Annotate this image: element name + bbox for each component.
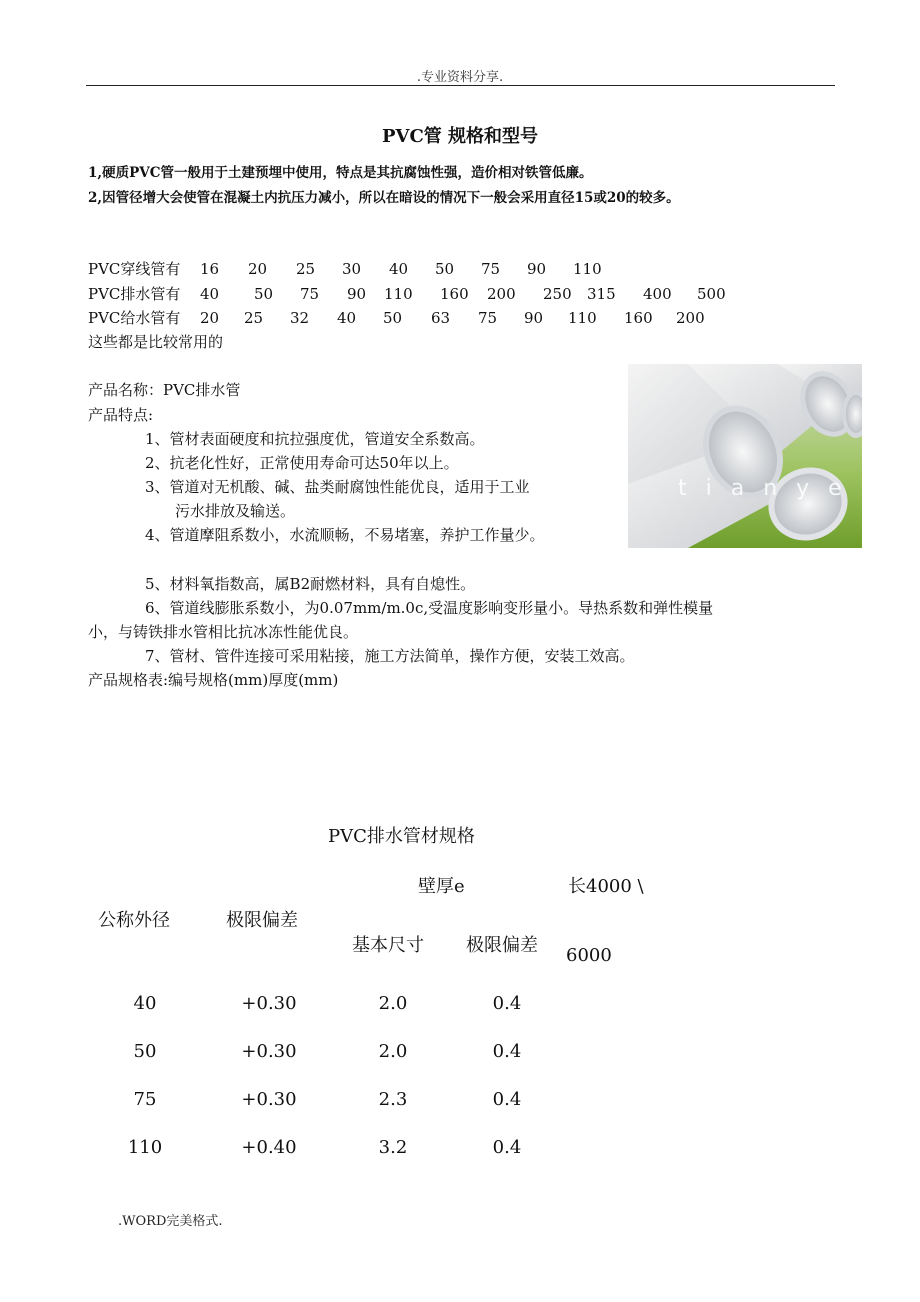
table-cell-diameter: 50 (133, 1041, 157, 1062)
table-cell-diameter: 40 (133, 993, 157, 1014)
spec-size: 50 (383, 309, 403, 327)
spec-list-drainage (88, 283, 726, 304)
table-cell-tolerance: +0.30 (241, 1041, 297, 1062)
header-wall-thickness: 壁厚e (418, 876, 465, 897)
spec-list-water-supply (88, 307, 705, 328)
table-cell-diameter: 75 (133, 1089, 157, 1110)
spec-size: 90 (524, 309, 544, 327)
table-cell-basic-size: 2.3 (378, 1089, 408, 1110)
feature-item-cont: 小，与铸铁排水管相比抗冰冻性能优良。 (88, 623, 359, 641)
table-cell-basic-size: 2.0 (378, 1041, 408, 1062)
table-cell-tolerance: +0.30 (241, 993, 297, 1014)
spec-size: 50 (435, 260, 455, 278)
spec-size: 200 (487, 285, 516, 303)
spec-size: 63 (431, 309, 451, 327)
spec-size: 30 (342, 260, 362, 278)
spec-size: 20 (248, 260, 268, 278)
feature-item: 3、管道对无机酸、碱、盐类耐腐蚀性能优良，适用于工业 (145, 478, 530, 496)
photo-watermark: t i a n y e (678, 476, 848, 501)
product-name: 产品名称：PVC排水管 (88, 381, 241, 399)
intro-line-2: 2,因管径增大会使管在混凝土内抗压力减小，所以在暗设的情况下一般会采用直径15或20的较多。 (88, 190, 680, 206)
page-footer: .WORD完美格式. (118, 1214, 223, 1229)
spec-size: 250 (543, 285, 572, 303)
spec-size: 75 (300, 285, 320, 303)
spec-size: 25 (296, 260, 316, 278)
table-cell-wall-tolerance: 0.4 (492, 1041, 522, 1062)
feature-item-cont: 污水排放及输送。 (175, 502, 296, 520)
spec-size: 50 (254, 285, 274, 303)
table-cell-wall-tolerance: 0.4 (492, 1137, 522, 1158)
table-cell-tolerance: +0.40 (241, 1137, 297, 1158)
common-note: 这些都是比较常用的 (88, 333, 224, 351)
spec-size: 110 (568, 309, 597, 327)
spec-size: 90 (347, 285, 367, 303)
feature-item: 5、材料氧指数高，属B2耐燃材料，具有自熄性。 (145, 575, 476, 593)
spec-size: 40 (337, 309, 357, 327)
spec-label: PVC给水管有 (88, 309, 181, 327)
header-wall-tolerance: 极限偏差 (466, 935, 538, 956)
table-title: PVC排水管材规格 (328, 826, 475, 847)
spec-size: 90 (527, 260, 547, 278)
header-nominal-diameter: 公称外径 (98, 910, 170, 931)
page-header: .专业资料分享. (416, 70, 504, 85)
spec-size: 20 (200, 309, 220, 327)
feature-item: 2、抗老化性好，正常使用寿命可达50年以上。 (145, 454, 459, 472)
feature-item: 7、管材、管件连接可采用粘接，施工方法简单，操作方便，安装工效高。 (145, 647, 635, 665)
spec-size: 32 (290, 309, 310, 327)
spec-size: 315 (587, 285, 616, 303)
header-length: 长4000 \ (568, 876, 644, 897)
spec-label: PVC穿线管有 (88, 260, 181, 278)
header-rule (86, 85, 835, 86)
table-cell-wall-tolerance: 0.4 (492, 1089, 522, 1110)
spec-size: 40 (389, 260, 409, 278)
table-cell-basic-size: 3.2 (378, 1137, 408, 1158)
table-cell-wall-tolerance: 0.4 (492, 993, 522, 1014)
table-cell-tolerance: +0.30 (241, 1089, 297, 1110)
spec-size: 400 (643, 285, 672, 303)
spec-size: 160 (440, 285, 469, 303)
spec-size: 40 (200, 285, 220, 303)
header-basic-size: 基本尺寸 (352, 935, 424, 956)
spec-size: 500 (697, 285, 726, 303)
spec-size: 200 (676, 309, 705, 327)
feature-item: 4、管道摩阻系数小，水流顺畅，不易堵塞，养护工作量少。 (145, 526, 545, 544)
spec-label: PVC排水管有 (88, 285, 181, 303)
table-cell-basic-size: 2.0 (378, 993, 408, 1014)
pvc-pipe-photo (628, 364, 862, 548)
table-cell-diameter: 110 (127, 1137, 163, 1158)
intro-line-1: 1,硬质PVC管一般用于土建预埋中使用，特点是其抗腐蚀性强，造价相对铁管低廉。 (88, 165, 593, 181)
spec-size: 110 (573, 260, 602, 278)
header-length-cont: 6000 (566, 945, 612, 966)
document-title: PVC管 规格和型号 (381, 126, 539, 147)
spec-size: 110 (384, 285, 413, 303)
header-tolerance: 极限偏差 (226, 910, 298, 931)
spec-table-line: 产品规格表:编号规格(mm)厚度(mm) (88, 671, 339, 689)
spec-list-conduit (88, 258, 602, 279)
spec-size: 16 (200, 260, 220, 278)
spec-size: 160 (624, 309, 653, 327)
feature-item: 6、管道线膨胀系数小，为0.07mm/m.0c,受温度影响变形量小。导热系数和弹性模量 (145, 599, 714, 617)
feature-item: 1、管材表面硬度和抗拉强度优，管道安全系数高。 (145, 430, 485, 448)
features-heading: 产品特点: (88, 406, 154, 424)
spec-size: 75 (478, 309, 498, 327)
spec-size: 25 (244, 309, 264, 327)
spec-size: 75 (481, 260, 501, 278)
